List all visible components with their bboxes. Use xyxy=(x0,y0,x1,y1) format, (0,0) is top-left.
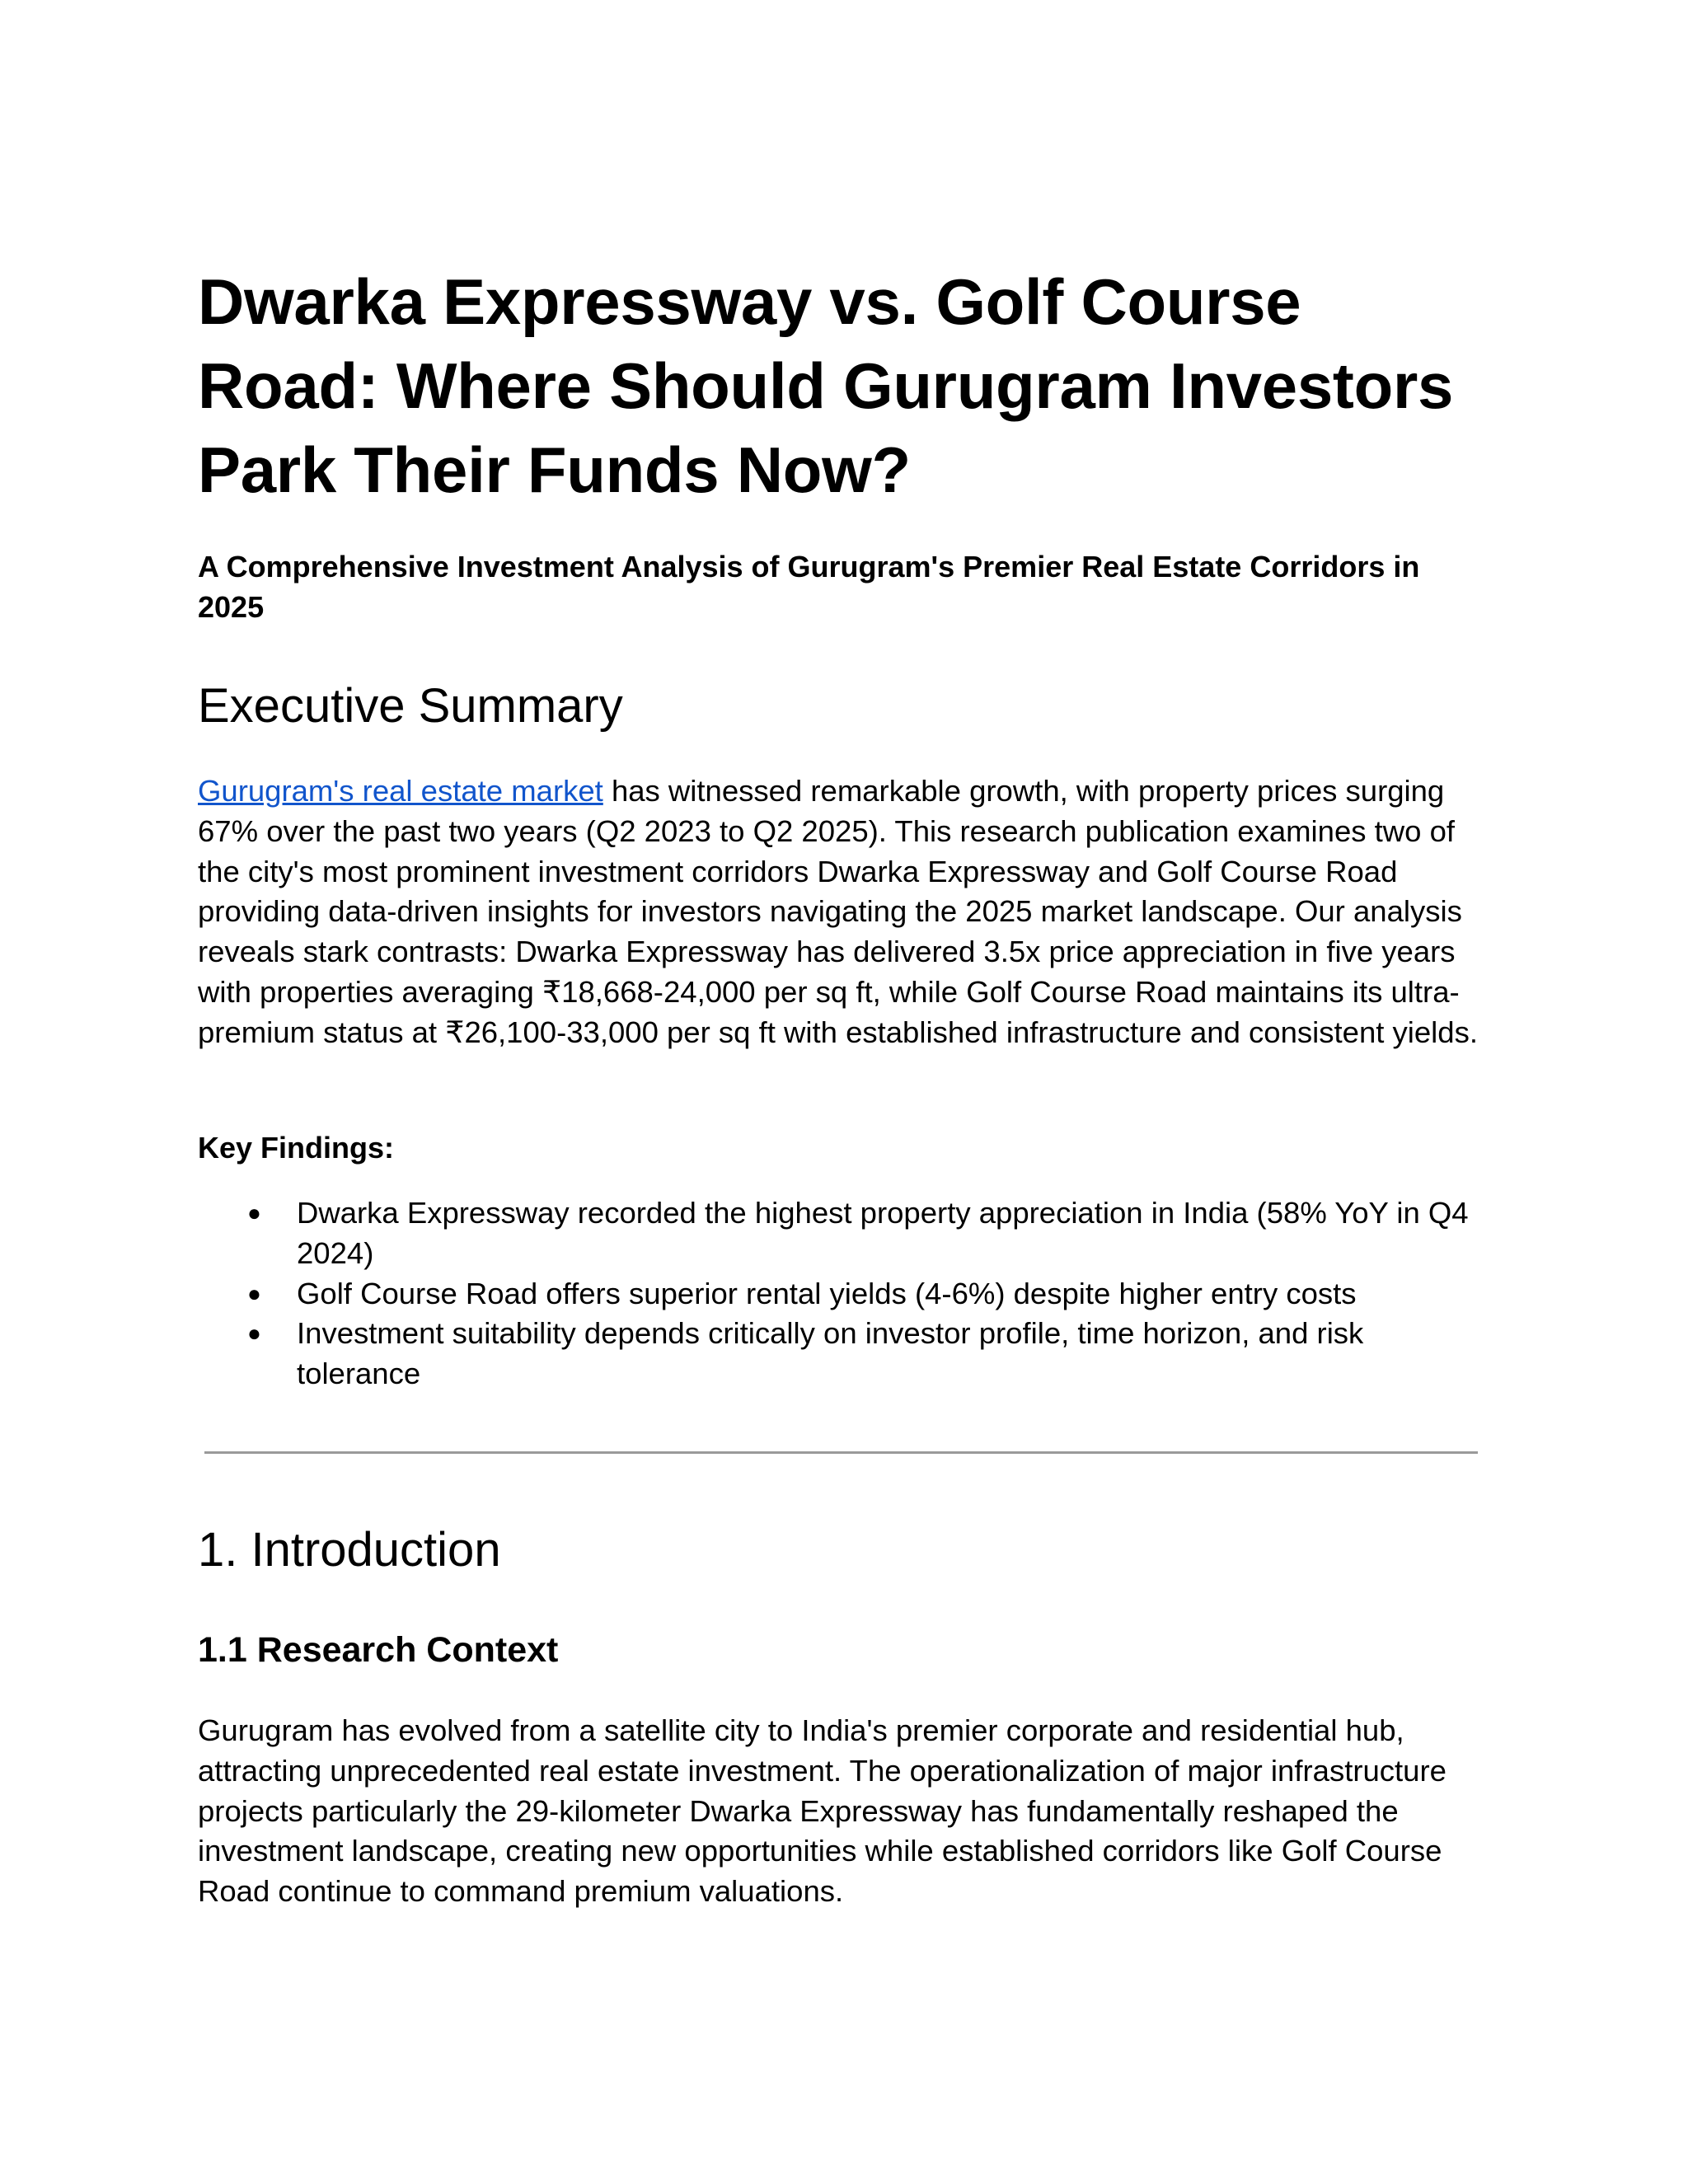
key-finding-text: Investment suitability depends critically on investor profile, time horizon, and risk tolerance xyxy=(297,1316,1364,1391)
key-finding-item xyxy=(198,1193,1493,1274)
key-finding-item xyxy=(198,1314,1493,1394)
research-context-paragraph: Gurugram has evolved from a satellite city to India's premier corporate and residential hub, attracting unprecedented real estate investment. The operationalization of major infrastructure projects particularly the 29-kilometer Dwarka Expressway has fundamentally reshaped the investment landscape, creating new opportunities while established corridors like Golf Course Road continue to command premium valuations. xyxy=(198,1713,1447,1909)
executive-summary-paragraph xyxy=(198,771,1493,1053)
research-context-heading: 1.1 Research Context xyxy=(198,1630,559,1670)
bullet-icon: ● xyxy=(247,1280,261,1306)
section-divider xyxy=(204,1451,1478,1454)
key-findings-label: Key Findings: xyxy=(198,1131,395,1165)
key-findings-list xyxy=(198,1193,1493,1394)
executive-summary-body: has witnessed remarkable growth, with property prices surging 67% over the past two years (Q2 2023 to Q2 2025). This research publication examines two of the city's most prominent investment corridors Dwarka Expressway and Golf Course Road providing data-driven insights for investors navigating the 2025 market landscape. Our analysis reveals stark contrasts: Dwarka Expressway has delivered 3.5x price appreciation in five years with properties averaging ₹18,668-24,000 per sq ft, while Golf Course Road maintains its ultra-premium status at ₹26,100-33,000 per sq ft with established infrastructure and consistent yields. xyxy=(198,774,1478,1049)
key-finding-item xyxy=(198,1274,1493,1315)
key-finding-text: Dwarka Expressway recorded the highest property appreciation in India (58% YoY in Q4 2024) xyxy=(297,1196,1469,1270)
gurugram-real-estate-market-link[interactable]: Gurugram's real estate market xyxy=(198,774,603,808)
key-finding-text: Golf Course Road offers superior rental yields (4-6%) despite higher entry costs xyxy=(297,1276,1357,1310)
document-title: Dwarka Expressway vs. Golf Course Road: Where Should Gurugram Investors Park Their Funds Now? xyxy=(198,265,1454,506)
document-subtitle: A Comprehensive Investment Analysis of Gurugram's Premier Real Estate Corridors in 2025 xyxy=(198,550,1420,624)
introduction-heading: 1. Introduction xyxy=(198,1523,501,1577)
bullet-icon: ● xyxy=(247,1200,261,1226)
executive-summary-heading: Executive Summary xyxy=(198,679,623,733)
bullet-icon: ● xyxy=(247,1320,261,1347)
